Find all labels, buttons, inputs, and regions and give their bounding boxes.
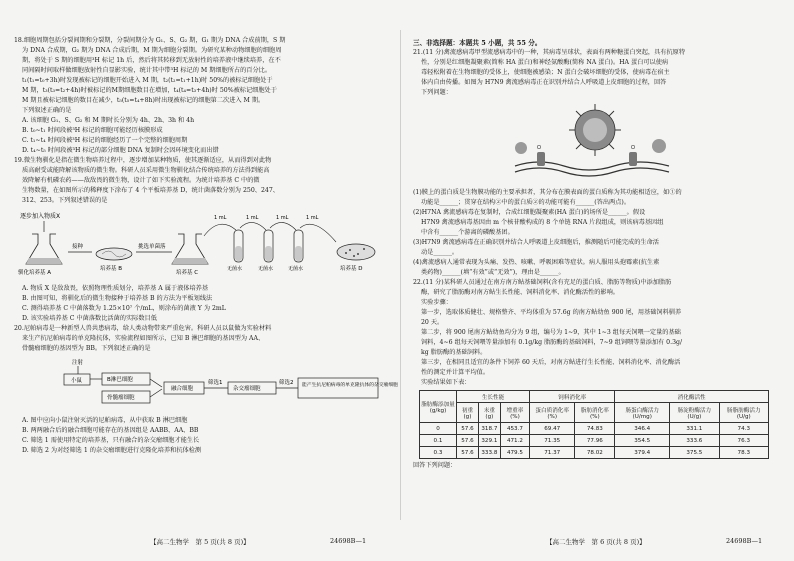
q22-line: 第三步，在相同且适宜的条件下饲养 60 天后，对南方鲇进行生长性能、饲料消化率、消化酶活 [421,359,681,366]
q21-subquestion: (3)H7N9 禽流感病毒在正确识别并结合人呼吸道上皮细胞后，推测随后可能完成的生命活 [413,239,659,246]
antibody-flow-diagram [14,356,398,410]
screen2-label: 筛选2 [279,380,294,386]
table-subheader: 初重(g) [457,403,479,423]
b-cell-label: B淋巴细胞 [107,377,133,383]
right-footer [400,537,794,547]
marker-one [537,145,541,149]
table-row [420,435,769,447]
section-title: 三、非选择题：本题共 5 小题，共 55 分。 [413,39,542,47]
colony-dot [349,249,351,251]
transfer-arrow [270,222,296,230]
flask-a-liquid [26,258,62,264]
mouse-label: 小鼠 [71,378,83,384]
table-subheader: 脂肪消化率(%) [575,403,615,423]
table-cell: 329.1 [478,435,500,447]
q18-option-b: B. t₀~t₁ 时间段被³H 标记的细胞可能经历核膜形成 [22,127,163,134]
q21-line: 21.(11 分)禽流感病毒甲型流感病毒中的一种，其病毒呈球状，表面有两种糖蛋白突起，具有抗原特 [413,49,686,56]
table-cell: 74.83 [575,423,615,435]
table-row [420,447,769,459]
table-cell: 471.2 [500,435,529,447]
microbe-flow-diagram [14,208,384,278]
q22-line: 实验步骤： [421,299,452,306]
right-page [405,0,794,561]
q22-line: 22.(11 分)某科研人员通过在南方南方鲇基础饲料(含有充足的蛋白质、脂肪等物质)中添加脂肪 [413,279,672,286]
transfer-arrow [240,222,266,230]
plate-d-label: 培养基 D [340,266,363,272]
q18-option-c: C. t₁~t₄ 时间段被³H 标记的细胞经历了一个完整的细胞周期 [22,137,188,144]
q19-option-b: B. 由图可知，将驯化后的微生物接种于培养基 B 的方法为平板划线法 [22,295,213,302]
tube-volume-label: 1 mL [246,215,259,221]
table-cell: 71.35 [530,435,575,447]
q21-line: 性，分别是红细胞凝聚素(简称 HA 蛋白)和神经氨酸酶(简称 NA 蛋白)。HA 蛋白可以使病 [421,59,669,66]
q20-option-b: B. 两两融合后的融合细胞可能存在的基因组是 AABB、AA、BB [22,427,199,434]
flask-c-liquid [172,258,208,264]
table-cell: 78.3 [719,447,768,459]
sterile-water-label: 无菌水 [258,266,274,272]
table-subheader: 增重率(%) [500,403,529,423]
q21-line: 体内自由传播。如图为 H7N9 禽流感病毒正在识别并结合人呼吸道上皮细胞的过程，回答 [421,79,667,86]
q19-option-c: C. 测得培养基 C 中菌落数为 1.25×10⁷ 个/mL，则涂布的菌液 Y 为 2mL [22,305,226,312]
tube-volume-label: 1 mL [214,215,227,221]
q20-line: 骨髓瘤细胞的基因型为 BB。下列叙述正确的是 [22,345,151,352]
q18-line: t₁(t₁=t₀+3h)时发现被标记的细胞开始进入 M 期，t₂(t₂=t₁+1h)时 50%的被标记细胞处于 [22,77,273,84]
question-22 [413,278,778,471]
table-header: 生长性能 [457,391,530,403]
right-footer-code: 24698B—1 [726,537,763,545]
q18-line: M 期，t₃(t₃=t₂+4h)时被标记的M期细胞数目在增加，t₄(t₄=t₃+4h)时 50%被标记细胞处于 [22,87,277,94]
q18-line: 下列叙述正确的是 [22,107,72,114]
q19-option-d: D. 该实验培养基 C 中菌落数比活菌的实际数目低 [22,315,157,322]
cell-protein-icon [515,142,527,154]
table-row [420,423,769,435]
receptor-icon [629,152,637,166]
membrane-surface [515,168,669,176]
inject-label: 注射 [72,360,84,366]
table-cell: 74.3 [719,423,768,435]
q19-line: 19.微生物驯化是指在微生物培养过程中，逐步增加某种物质，使其逐渐适应，从而得到对此物 [14,157,272,164]
right-footer-title: 【高二生物学 第 6 页(共 8 页)】 [546,538,646,546]
q18-line: 为 DNA 合成期，G₂ 期为 DNA 合成后期，M 期为细胞分裂期。为研究某种动物细胞的细胞周 [22,47,282,54]
q20-line: 20.尼帕病毒是一种新型人兽共患病毒，给人类动物带来严重危害。科研人员以鼠做为实验材料 [14,325,272,332]
hybridoma-label: 杂交瘤细胞 [233,386,261,392]
q19-line: 质高耐受或能降解该物质的微生物。科研人员采用微生物驯化结合传统培养的方法得到能高 [22,167,270,174]
table-cell: 71.37 [530,447,575,459]
table-cell: 375.5 [670,447,719,459]
table-cell: 346.4 [615,423,670,435]
question-21 [413,48,778,278]
colony-dot [357,253,359,255]
enzyme-results-table [419,390,769,459]
q21-line: 毒轻松附着在生物细胞的受体上，使细胞被感染；N 蛋白会破坏细胞的受体，使病毒在宿主 [421,69,670,76]
receptor-icon [537,152,545,166]
q21-subquestion: H7N9 禽流感病毒基因由 m 个核苷酸构成的 8 个单链 RNA 片段组成，则该病毒基因组 [421,219,664,226]
table-cell: 76.3 [719,435,768,447]
colony-dot [345,252,347,254]
fig-label-add-x: 逐步加入物质X [20,213,61,220]
table-cell: 354.5 [615,435,670,447]
step-inoculate: 接种 [72,244,84,250]
page-divider [400,30,401,520]
plate-b-label: 培养基 B [100,266,123,272]
table-cell: 318.7 [478,423,500,435]
transfer-arrow [204,224,236,236]
table-cell: 379.4 [615,447,670,459]
connector-line [150,389,162,397]
q18-option-a: A. 该细胞 G₁、S、G₂ 和 M 期时长分别为 4h、2h、3h 和 4h [22,117,195,124]
q19-line: 生物数量，在如图所示的稀释度下涂布了 4 个平板培养基 D，统计菌落数分别为 250、247、 [22,187,279,194]
q21-subquestion: 功能是______；贯穿在结构②中的蛋白质②的功能可能有______(答出两点)。 [421,199,631,206]
cell-protein-icon [652,139,666,153]
q22-after: 回答下列问题： [413,462,457,469]
table-subheader: 蛋白质消化率(%) [530,403,575,423]
question-18 [14,36,385,156]
flask-c-label: 培养基 C [176,270,199,276]
q21-subquestion: 中含有______个游离的磷酸基团。 [421,229,514,236]
table-cell: 479.5 [500,447,529,459]
virus-binding-illustration [509,100,679,182]
table-header: 饲料消化率 [530,391,615,403]
table-cell: 331.1 [670,423,719,435]
tube-volume-label: 1 mL [276,215,289,221]
q22-line: 第二步，将 900 尾南方鲇幼鱼均分为 9 组，编号为 1~9，其中 1~3 组每天饲喂一定量的基础 [421,329,681,336]
table-cell: 57.6 [457,423,479,435]
table-cell: 0 [420,423,457,435]
q22-line: 饲料，4~6 组每天饲喂等量添加有 0.1g/kg 脂肪酶的基础饲料，7~9 组饲喂等量添加有 0.3g/ [421,339,683,346]
question-19 [14,156,385,324]
tube-liquid [265,246,272,261]
transfer-arrow [300,224,336,242]
table-subheader: 末重(g) [478,403,500,423]
q18-line: 同间隔时间取样做细胞放射性自显影实验，统计其中带³H 标记的 M 期细胞所占的百分比。 [22,67,272,74]
q20-option-c: C. 筛选 1 需使用特定的培养基，只有融合的杂交瘤细胞才能生长 [22,437,200,444]
sterile-water-label: 无菌水 [227,266,243,272]
q22-line: 实验结果如下表： [421,379,471,386]
connector-line [150,379,162,387]
table-subheader: 肠脂肪酶活力(U/g) [719,403,768,423]
q21-line: 下列问题： [421,89,452,96]
table-cell: 69.47 [530,423,575,435]
q18-line: 18.细胞周期包括分裂间期和分裂期，分裂间期分为 G₁、S、G₂ 期，G₁ 期为 DNA 合成前期，S 期 [14,37,286,44]
table-subheader: 肠蛋白酶活力(U/mg) [615,403,670,423]
q21-figure [413,100,778,186]
tube-liquid [295,246,302,261]
left-footer-code: 24698B—1 [330,537,367,545]
q19-line: 效降解有机磷农药——敌敌畏的微生物，设计了如下实验流程。为统计培养基 C 中的微 [22,177,260,184]
q22-line: 第一步，选取体质健壮、规格整齐、平均体重为 57.6g 的南方鲇幼鱼 900 尾，用基础饲料驯养 [421,309,682,316]
left-footer [0,537,397,547]
q21-subquestion: 类药物)______(填“有效”或“无效”)，理由是______。 [421,269,565,276]
q19-line: 312、253。下列叙述错误的是 [22,197,108,204]
q22-line: kg 脂肪酶的基础饲料。 [421,349,487,356]
table-cell: 78.02 [575,447,615,459]
table-cell: 57.6 [457,435,479,447]
plate-d-icon [337,244,375,260]
flask-a-label: 驯化培养基 A [18,270,52,276]
q18-option-d: D. t₄~t₅ 时间段被³H 标记的部分细胞 DNA 复制时会因环境变化而出错 [22,147,219,154]
result-box [298,378,378,398]
table-cell: 0.3 [420,447,457,459]
table-cell: 0.1 [420,435,457,447]
virus-core [583,118,607,142]
table-subheader: 肠淀粉酶活力(U/g) [670,403,719,423]
left-footer-title: 【高二生物学 第 5 页(共 8 页)】 [150,538,250,546]
marker-two [631,145,635,149]
table-cell: 333.8 [478,447,500,459]
myeloma-label: 骨髓瘤细胞 [107,395,135,401]
q22-line: 酶，研究了脂肪酶对南方鲇生长性能、饲料消化率、消化酶活性的影响。 [421,289,619,296]
table-cell: 453.7 [500,423,529,435]
q22-line: 性的测定并计算平均值。 [421,369,490,376]
question-20 [14,324,398,456]
step-select: 挑选单菌落 [138,244,166,250]
q21-subquestion: 动是______。 [421,249,459,256]
q18-line: M 期且被标记细胞的数目在减少，t₅(t₅=t₄+8h)时出现被标记的细胞第二次进入 M 期。 [22,97,265,104]
q20-option-d: D. 筛选 2 为对经筛选 1 的杂交瘤细胞进行克隆化培养和抗体检测 [22,447,202,454]
tube-liquid [235,246,242,261]
q21-subquestion: (2)H7NA 禽流感病毒在复制时，合成红细胞凝聚素(HA 蛋白)的场所是______。假设 [413,209,646,216]
screen1-label: 筛选1 [208,380,223,386]
colony-dot [353,255,355,257]
table-cell: 77.96 [575,435,615,447]
q20-figure [14,356,398,414]
result-label: 能产生抗尼帕病毒的单克隆抗体的杂交瘤细胞 [302,383,398,388]
table-cell: 57.6 [457,447,479,459]
tube-volume-label: 1 mL [306,215,319,221]
q19-option-a: A. 物质 X 是敌敌畏，依照物理性质划分，培养基 A 属于液体培养基 [22,285,209,292]
q20-option-a: A. 图中应向小鼠注射灭活的尼帕病毒，从中获取 B 淋巴细胞 [22,417,188,424]
q22-line: 20 天。 [421,319,444,326]
q21-subquestion: (4)禽流感病人通常表现为头痛、发热、咳嗽、呼吸困难等症状。病人服用头孢霉素(抗生素 [413,259,660,266]
q19-figure [14,208,385,282]
table-header: 消化酶活性 [615,391,769,403]
sterile-water-label: 无菌水 [288,266,304,272]
table-header: 脂肪酶添加量(g/kg) [420,391,457,423]
fusion-label: 融合细胞 [171,386,194,392]
table-cell: 333.6 [670,435,719,447]
colony-dot [363,248,365,250]
q20-line: 来生产抗尼帕病毒的单克隆抗体，实验流程如图所示，已知 B 淋巴细胞的基因型为 AA、 [22,335,265,342]
q21-subquestion: (1)膜上的蛋白质是生物膜功能的主要承担者，其分布在膜表面的蛋白质称为其功能相适应，如①的 [413,189,682,196]
q18-line: 期，将处于 S 期的细胞用³H 标记 1h 后，然后将其转移到无放射性的培养液中继续培养，在不 [22,57,281,64]
